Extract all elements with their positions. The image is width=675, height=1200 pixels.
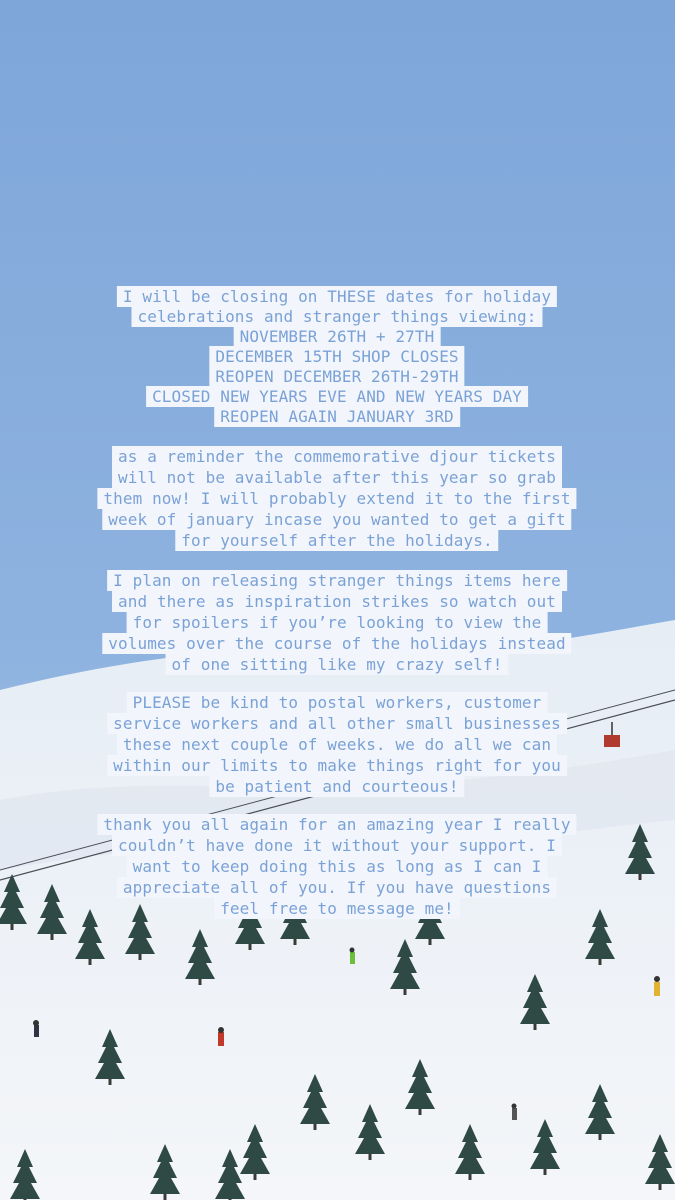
- caption-line: NOVEMBER 26TH + 27TH: [234, 326, 441, 347]
- caption-line: REOPEN DECEMBER 26TH-29TH: [209, 366, 464, 387]
- caption-line: celebrations and stranger things viewing:: [131, 306, 542, 327]
- caption-line: of one sitting like my crazy self!: [166, 654, 509, 675]
- caption-line: I will be closing on THESE dates for holiday: [117, 286, 557, 307]
- caption-line: these next couple of weeks. we do all we can: [117, 734, 557, 755]
- caption-line: REOPEN AGAIN JANUARY 3RD: [214, 406, 460, 427]
- caption-line: feel free to message me!: [214, 898, 460, 919]
- caption-line: be patient and courteous!: [209, 776, 464, 797]
- caption-line: and there as inspiration strikes so watch out: [112, 591, 562, 612]
- caption-line: PLEASE be kind to postal workers, customer: [127, 692, 548, 713]
- caption-line: for spoilers if you’re looking to view the: [127, 612, 548, 633]
- caption-line: couldn’t have done it without your support. I: [112, 835, 562, 856]
- caption-line: want to keep doing this as long as I can I: [127, 856, 548, 877]
- caption-line: for yourself after the holidays.: [175, 530, 498, 551]
- caption-line: volumes over the course of the holidays instead: [102, 633, 571, 654]
- caption-line: thank you all again for an amazing year I really: [97, 814, 576, 835]
- caption-line: appreciate all of you. If you have questions: [117, 877, 557, 898]
- caption-line: DECEMBER 15TH SHOP CLOSES: [209, 346, 464, 367]
- caption-line: week of january incase you wanted to get a gift: [102, 509, 571, 530]
- caption-line: I plan on releasing stranger things items here: [107, 570, 567, 591]
- caption-line: CLOSED NEW YEARS EVE AND NEW YEARS DAY: [146, 386, 528, 407]
- caption-line: service workers and all other small businesses: [107, 713, 567, 734]
- caption-line: them now! I will probably extend it to the first: [97, 488, 576, 509]
- caption-line: within our limits to make things right for you: [107, 755, 567, 776]
- caption-line: as a reminder the commemorative djour tickets: [112, 446, 562, 467]
- caption-line: will not be available after this year so grab: [112, 467, 562, 488]
